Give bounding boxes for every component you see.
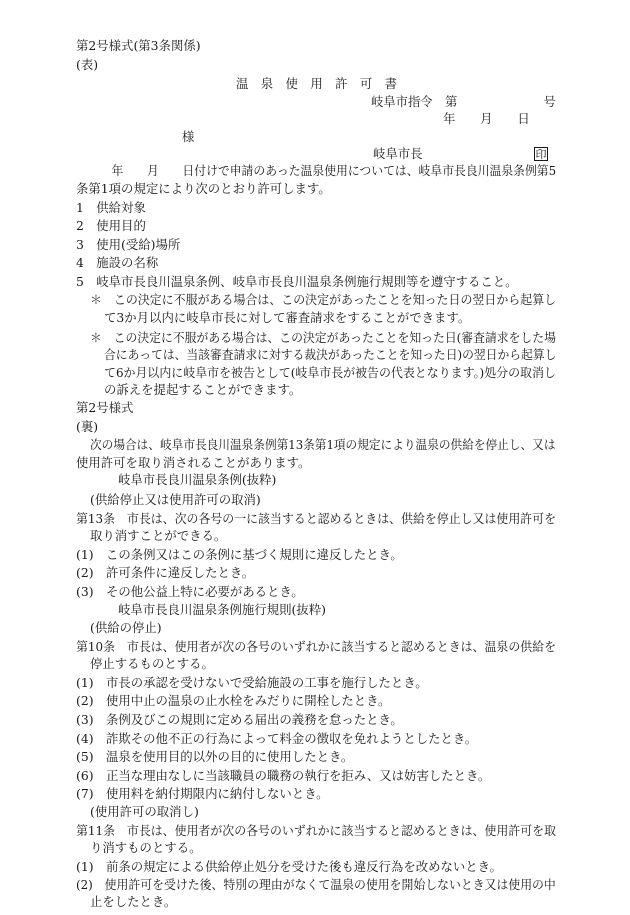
- back-intro: 使用許可を取り消されることがあります。: [76, 454, 311, 470]
- side-label-front: (表): [76, 56, 99, 72]
- appeal-note-2: の訴えを提起することができます。: [104, 382, 302, 398]
- form-title-label: 第2号様式(第3条関係): [76, 38, 201, 54]
- list-item: 1 供給対象: [76, 199, 146, 215]
- article-item: (5) 温泉を使用目的以外の目的に使用したとき。: [76, 749, 354, 765]
- article-item: (7) 使用料を納付期限内に納付しないとき。: [76, 786, 329, 802]
- issuer-name: 岐阜市長: [373, 145, 423, 161]
- article-item: (1) 市長の承認を受けないで受給施設の工事を施行したとき。: [76, 674, 428, 690]
- article-item: (4) 詐欺その他不正の行為によって料金の徴収を免れようとしたとき。: [76, 730, 478, 746]
- issue-date-line: 年 月 日: [443, 110, 530, 126]
- side-label-back: (裏): [76, 418, 99, 434]
- list-item: 2 使用目的: [76, 218, 146, 234]
- article-13: 第13条 市長は、次の各号の一に該当すると認めるときは、供給を停止し又は使用許可を: [76, 510, 557, 526]
- rules-heading: 岐阜市長良川温泉条例施行規則(抜粋): [118, 601, 326, 617]
- article-item: (1) この条例又はこの条例に基づく規則に違反したとき。: [76, 546, 403, 562]
- appeal-note-1: ＊ この決定に不服がある場合は、この決定があったことを知った日の翌日から起算し: [90, 292, 557, 308]
- seal-mark: 印: [535, 147, 547, 161]
- back-title-label: 第2号様式: [76, 400, 134, 416]
- article-11: り消すものとする。: [90, 840, 202, 856]
- article-caption: (供給停止又は使用許可の取消): [90, 492, 261, 507]
- article-10: 停止するものとする。: [90, 656, 214, 672]
- article-13: 取り消すことができる。: [90, 528, 227, 544]
- list-item: 3 使用(受給)場所: [76, 236, 181, 252]
- article-caption: (使用許可の取消し): [90, 804, 199, 819]
- appeal-note-2: ＊ この決定に不服がある場合は、この決定があったことを知った日(審査請求をした場: [90, 329, 556, 345]
- official-seal: [534, 145, 548, 163]
- list-item: 5 岐阜市長良川温泉条例、岐阜市長良川温泉条例施行規則等を遵守すること。: [76, 273, 518, 289]
- article-item: (2) 許可条件に違反したとき。: [76, 565, 255, 581]
- article-item: (3) その他公益上特に必要があるとき。: [76, 583, 304, 599]
- appeal-note-1: て3か月以内に岐阜市長に対して審査請求をすることができます。: [104, 310, 471, 326]
- ordinance-heading: 岐阜市長良川温泉条例(抜粋): [118, 472, 277, 488]
- permit-number-line: 岐阜市指令 第 号: [371, 93, 556, 109]
- article-item: (6) 正当な理由なしに当該職員の職務の執行を拒み、又は妨害したとき。: [76, 767, 491, 783]
- back-intro: 次の場合は、岐阜市長良川温泉条例第13条第1項の規定により温泉の供給を停止し、又は: [90, 437, 556, 453]
- appeal-note-2: て6か月以内に岐阜市を被告として(岐阜市長が被告の代表となります。)処分の取消し: [104, 364, 556, 380]
- article-item: (1) 前条の規定による供給停止処分を受けた後も違反行為を改めないとき。: [76, 858, 502, 874]
- article-item: (2) 使用中止の温泉の止水栓をみだりに開栓したとき。: [76, 693, 391, 709]
- body-text-line: 条第1項の規定により次のとおり許可します。: [76, 180, 331, 196]
- article-item: 止をしたとき。: [90, 894, 177, 909]
- article-11: 第11条 市長は、使用者が次の各号のいずれかに該当すると認めるときは、使用許可を取: [76, 822, 557, 838]
- document-title: 温 泉 使 用 許 可 書: [236, 76, 398, 92]
- article-10: 第10条 市長は、使用者が次の各号のいずれかに該当すると認めるときは、温泉の供給を: [76, 638, 557, 654]
- appeal-note-2: 合にあっては、当該審査請求に対する裁決があったことを知った日)の翌日から起算し: [104, 347, 557, 363]
- article-item: (3) 条例及びこの規則に定める届出の義務を怠ったとき。: [76, 712, 403, 728]
- addressee-suffix: 様: [182, 129, 195, 145]
- article-caption: (供給の停止): [90, 620, 162, 636]
- list-item: 4 施設の名称: [76, 255, 159, 271]
- body-text-line: 年 月 日付けで申請のあった温泉使用については、岐阜市長良川温泉条例第5: [76, 163, 557, 179]
- article-item: (2) 使用許可を受けた後、特別の理由がなくて温泉の使用を開始しないとき又は使用の中: [76, 877, 556, 893]
